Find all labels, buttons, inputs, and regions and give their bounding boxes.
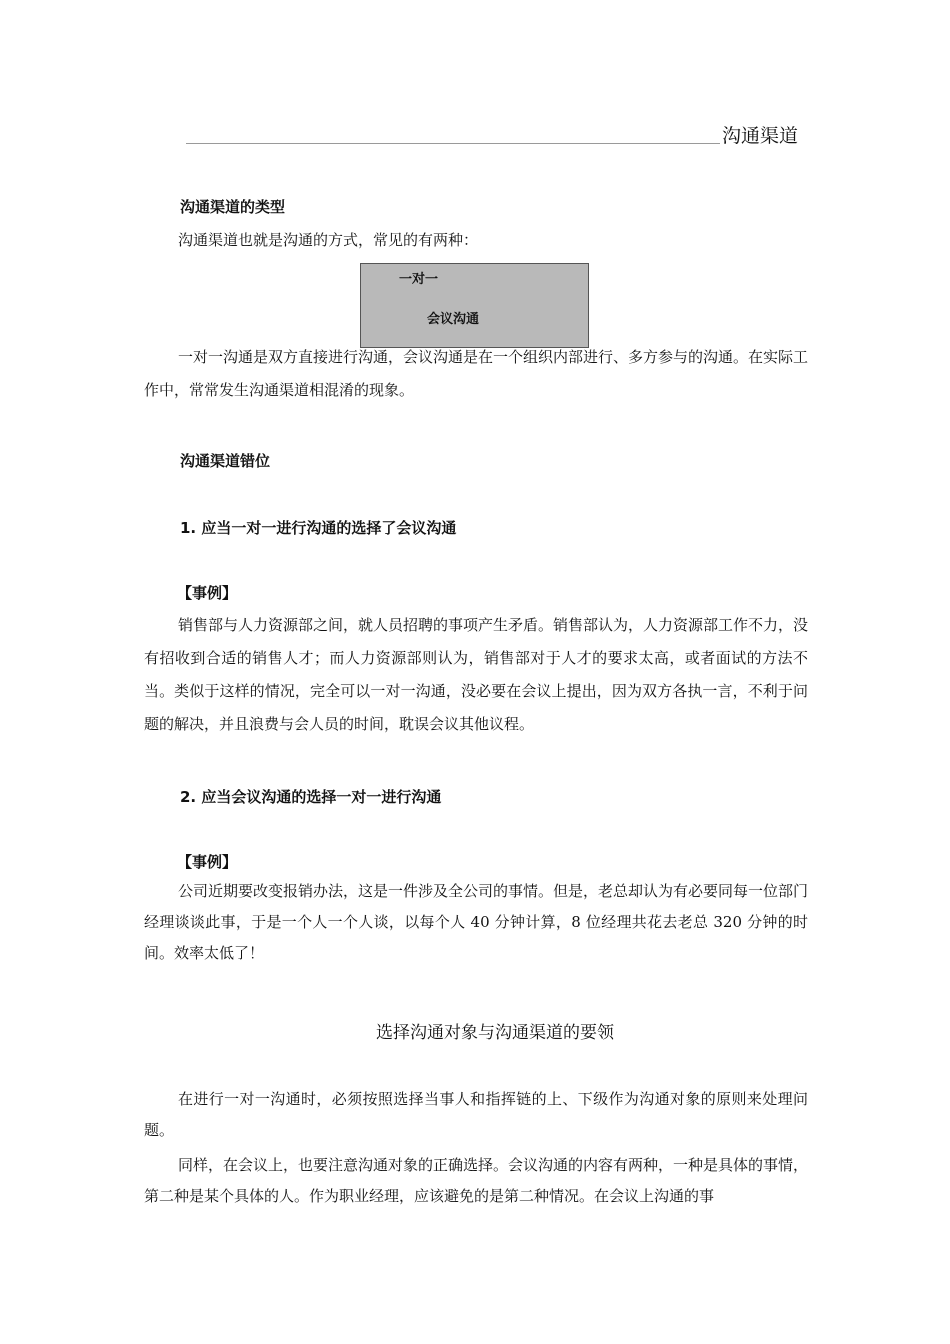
essentials-paragraph-1: 在进行一对一沟通时，必须按照选择当事人和指挥链的上、下级作为沟通对象的原则来处理问题。	[144, 1090, 808, 1139]
case1-heading: 1. 应当一对一进行沟通的选择了会议沟通	[180, 519, 457, 537]
case1-paragraph: 销售部与人力资源部之间，就人员招聘的事项产生矛盾。销售部认为，人力资源部工作不力，没有招收到合适的销售人才；而人力资源部则认为，销售部对于人才的要求太高，或者面试的方法不当。类似于这样的情况，完全可以一对一沟通，没必要在会议上提出，因为双方各执一言，不利于问题的解决，并且浪费与会人员的时间，耽误会议其他议程。	[144, 616, 809, 733]
case2-heading: 2. 应当会议沟通的选择一对一进行沟通	[180, 788, 442, 806]
types-heading: 沟通渠道的类型	[180, 198, 286, 216]
page-header-title: 沟通渠道	[722, 125, 799, 147]
case2-example-label: 【事例】	[177, 853, 238, 871]
types-paragraph: 一对一沟通是双方直接进行沟通，会议沟通是在一个组织内部进行、多方参与的沟通。在实际工作中，常常发生沟通渠道相混淆的现象。	[144, 348, 809, 399]
header-rule	[186, 143, 720, 144]
types-intro: 沟通渠道也就是沟通的方式，常见的有两种：	[178, 231, 479, 249]
box-label-meeting: 会议沟通	[427, 312, 480, 327]
case1-example-label: 【事例】	[177, 584, 238, 602]
box-label-one-to-one: 一对一	[399, 272, 439, 287]
essentials-title: 选择沟通对象与沟通渠道的要领	[376, 1023, 614, 1043]
channel-types-box	[360, 263, 589, 348]
misplacement-heading: 沟通渠道错位	[180, 452, 271, 470]
case2-paragraph: 公司近期要改变报销办法，这是一件涉及全公司的事情。但是，老总却认为有必要同每一位部门经理谈谈此事，于是一个人一个人谈，以每个人 40 分钟计算，8 位经理共花去老总 320 分钟的时间。效率太低了！	[144, 882, 809, 962]
essentials-paragraph-2: 同样，在会议上，也要注意沟通对象的正确选择。会议沟通的内容有两种，一种是具体的事情，第二种是某个具体的人。作为职业经理，应该避免的是第二种情况。在会议上沟通的事	[144, 1156, 809, 1205]
